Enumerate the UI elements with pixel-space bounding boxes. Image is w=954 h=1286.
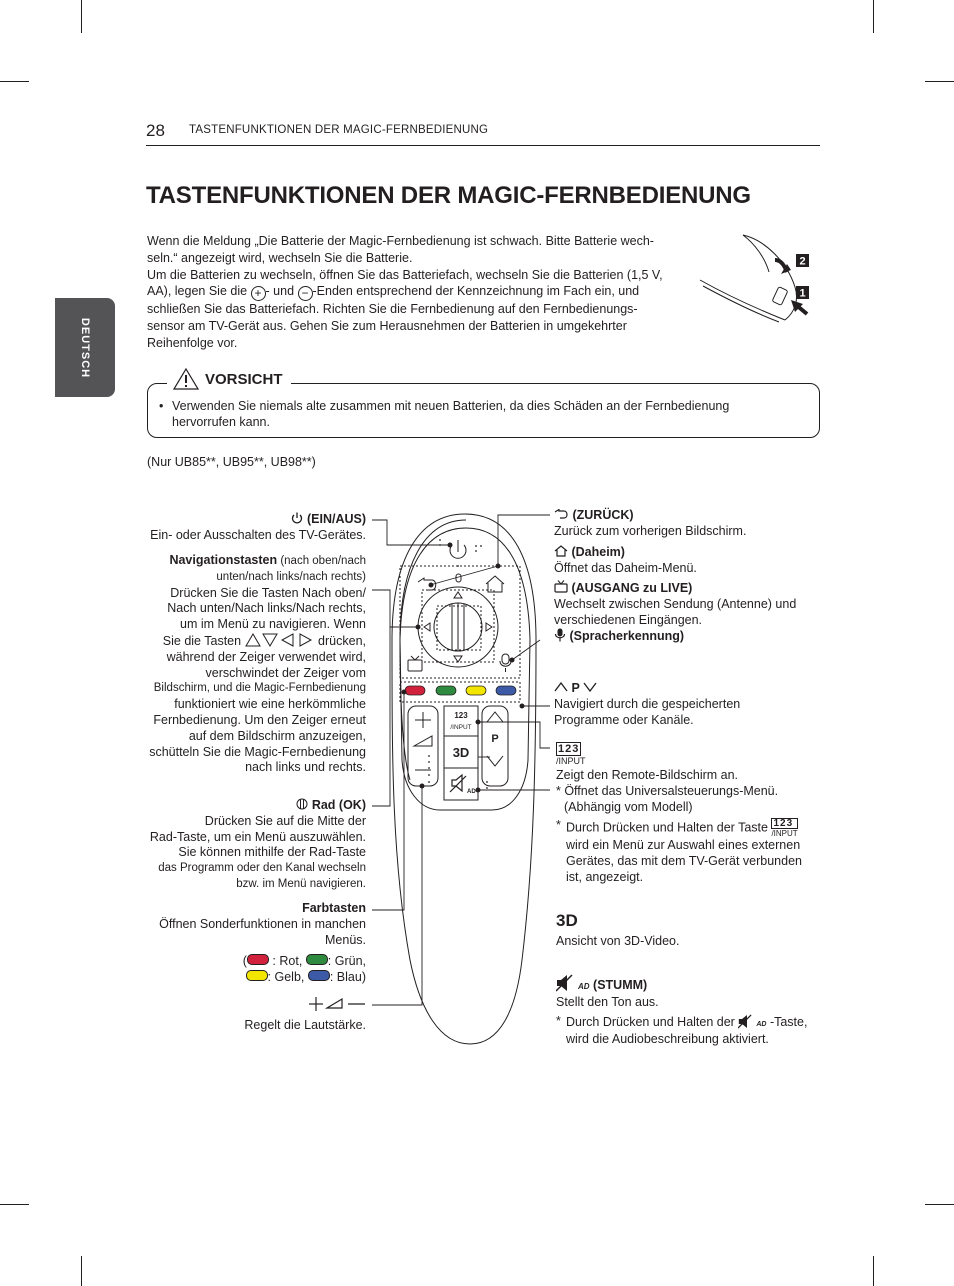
yellow-button [466,686,486,695]
intro-line: Wenn die Meldung „Die Batterie der Magic-Fernbedienung ist schwach. Bitte Batterie wech- [147,234,654,248]
nav-title: Navigationstasten [169,553,278,567]
home-label [554,545,824,577]
plus-icon: + [251,286,266,301]
live-desc-line: Wechselt zwischen Sendung (Antenne) und [554,596,797,611]
color-blue-label: : Blau) [329,970,366,985]
input-label: /INPUT [450,724,472,731]
microphone-icon [554,628,566,642]
blue-button [496,686,516,695]
voice-label [554,628,824,645]
input-inline-label: /INPUT [771,829,798,839]
input-hold-line: Gerätes, das mit dem TV-Gerät verbunden [566,854,802,869]
green-button [436,686,456,695]
wheel-desc-line: Rad-Taste, um ein Menü auszuwählen. [149,829,366,844]
intro-fragment: -Enden entsprechend der Kennzeichnung im Fach ein, und [312,284,640,299]
nav-desc-line: Drücken Sie die Tasten Nach oben/ [170,585,366,600]
mute-hold-fragment: Durch Drücken und Halten der [566,1014,735,1029]
wheel-desc-line: Sie können mithilfe der Rad-Taste [178,845,366,860]
minus-icon: − [298,286,313,301]
nav-desc-line: auf dem Bildschirm anzuzeigen, [188,728,366,743]
input-desc: Zeigt den Remote-Bildschirm an. [556,768,739,782]
program-p: P [571,681,580,695]
live-tv-icon [554,580,568,593]
mute-hold-line: wird die Audiobeschreibung aktiviert. [566,1032,769,1047]
intro-line: Reihenfolge vor. [147,335,238,350]
nav-desc-line: schütteln Sie die Magic-Fernbedienung [149,744,366,759]
color-title: Farbtasten [302,901,366,915]
caution-heading-label: VORSICHT [205,370,283,388]
caution-line: Verwenden Sie niemals alte zusammen mit neuen Batterien, da dies Schäden an der Fernbedienung [172,399,730,413]
mute-hold-fragment: -Taste, [769,1014,808,1029]
nav-desc-line: Bildschirm, und die Magic-Fernbedienung [153,682,366,695]
power-label [126,512,366,544]
input-hold-line: ist, angezeigt. [566,869,644,884]
intro-fragment: AA), legen Sie die [147,284,251,299]
caution-line: hervorrufen kann. [172,415,270,429]
blue-swatch [308,970,330,981]
model-note: (Nur UB85**, UB95**, UB98**) [147,455,316,469]
green-swatch [306,954,328,965]
color-desc-line: Öffnen Sonderfunktionen in manchen [159,916,366,931]
intro-line: schließen Sie das Batteriefach. Richten Sie die Fernbedienung auf den Fernbedienungs- [147,302,638,317]
input-note: (Abhängig vom Modell) [564,799,693,814]
back-title: (ZURÜCK) [572,508,634,522]
yellow-swatch [246,970,268,981]
back-desc: Zurück zum vorherigen Bildschirm. [554,523,747,538]
asterisk: * [556,1013,561,1028]
nav-subtitle: unten/nach links/nach rechts) [216,570,366,583]
nav-desc-line: verschwindet der Zeiger vom [205,665,366,680]
three-d-icon: 3D [556,911,578,930]
input-digits-icon: 123 [558,743,580,755]
color-paren: ( [242,954,247,969]
intro-line: Um die Batterien zu wechseln, öffnen Sie das Batteriefach, wechseln Sie die Batterien (1,5 V, [147,267,663,282]
wheel-icon [296,798,308,810]
nav-desc-fragment: drücken, [318,633,366,648]
power-icon [291,512,303,524]
input-note: * Öffnet das Universalsteuerungs-Menü. [556,783,779,798]
mute-icon [556,974,578,992]
back-icon [554,509,569,520]
asterisk: * [556,818,561,833]
color-green-label: : Grün, [327,954,366,969]
power-title: (EIN/AUS) [306,512,366,526]
mute-title: (STUMM) [593,978,648,992]
three-d-label: 3D [452,745,470,760]
color-keys-label [126,901,366,986]
bullet: • [159,399,164,413]
three-d-label [556,911,821,950]
battery-step-1-number: 1 [799,287,806,300]
input-inline-icon [771,818,797,838]
power-desc: Ein- oder Ausschalten des TV-Gerätes. [150,527,366,542]
nav-desc-line: Fernbedienung. Um den Zeiger erneut [153,712,366,727]
mute-ad-text: AD [578,982,590,991]
wheel-label [126,798,366,893]
live-label [554,580,824,628]
wheel-desc-line: bzw. im Menü navigieren. [236,877,366,890]
nav-keys-label [126,553,366,776]
nav-subtitle: (nach oben/nach [277,555,366,567]
input-hold-line: wird ein Menü zur Auswahl eines externen [566,838,801,853]
channel-down-icon [583,682,597,692]
home-title: (Daheim) [571,545,625,559]
side-tab-label: DEUTSCH [79,317,91,378]
intro-line: seln.“ angezeigt wird, wechseln Sie die Batterie. [147,250,413,265]
nav-desc-line: nach links und rechts. [245,760,366,775]
input-hold-line: Durch Drücken und Halten der Taste [566,820,768,835]
nav-desc-line: funktioniert wie eine herkömmliche [174,697,366,712]
intro-fragment: - und [265,284,298,299]
red-swatch [247,954,269,965]
mute-inline-ad: AD [756,1020,767,1028]
volume-icon [308,996,366,1012]
mute-label [556,974,821,1048]
volume-desc: Regelt die Lautstärke. [244,1017,366,1032]
live-title: (AUSGANG zu LIVE) [571,581,693,595]
back-label [554,508,824,540]
battery-step-2-number: 2 [799,255,806,268]
mute-inline-icon [738,1014,756,1029]
channel-up-icon [554,682,568,692]
intro-line: sensor am TV-Gerät aus. Gehen Sie zum Herausnehmen der Batterien in umgekehrter [147,319,627,334]
live-desc-line: verschiedenen Eingängen. [554,612,703,627]
wheel-desc-line: das Programm oder den Kanal wechseln [158,862,366,875]
mute-desc: Stellt den Ton aus. [556,994,659,1009]
program-desc-line: Programme oder Kanäle. [554,712,694,727]
color-yellow-label: : Gelb, [267,970,305,985]
program-desc-line: Navigiert durch die gespeicherten [554,696,741,711]
nav-desc-line: Nach unten/Nach links/Nach rechts, [167,601,366,616]
wheel-desc-line: Drücken Sie auf die Mitte der [204,813,366,828]
input-digits: 123 [454,711,468,720]
nav-desc-line: während der Zeiger verwendet wird, [166,649,366,664]
nav-desc-line: um im Menü zu navigieren. Wenn [180,617,366,632]
home-desc: Öffnet das Daheim-Menü. [554,560,697,575]
input-label-icon: /INPUT [556,756,586,766]
nav-desc-fragment: Sie die Tasten [162,633,242,648]
nav-arrows-icon [245,633,315,647]
three-d-desc: Ansicht von 3D-Video. [556,934,680,948]
program-label [554,681,824,728]
volume-label [126,996,366,1034]
wheel-title: Rad (OK) [311,798,366,812]
input-inline-digits: 123 [771,818,797,829]
input-label [556,742,821,886]
p-label: P [491,733,499,745]
voice-title: (Spracherkennung) [569,629,685,643]
color-red-label: : Rot, [272,954,303,969]
home-icon [554,545,568,557]
red-button [405,686,425,695]
color-desc-line: Menüs. [325,932,366,947]
ad-label: AD [467,789,476,795]
running-header: TASTENFUNKTIONEN DER MAGIC-FERNBEDIENUNG [189,124,489,136]
page-number: 28 [146,121,165,140]
page-title: TASTENFUNKTIONEN DER MAGIC-FERNBEDIENUNG [146,182,751,209]
